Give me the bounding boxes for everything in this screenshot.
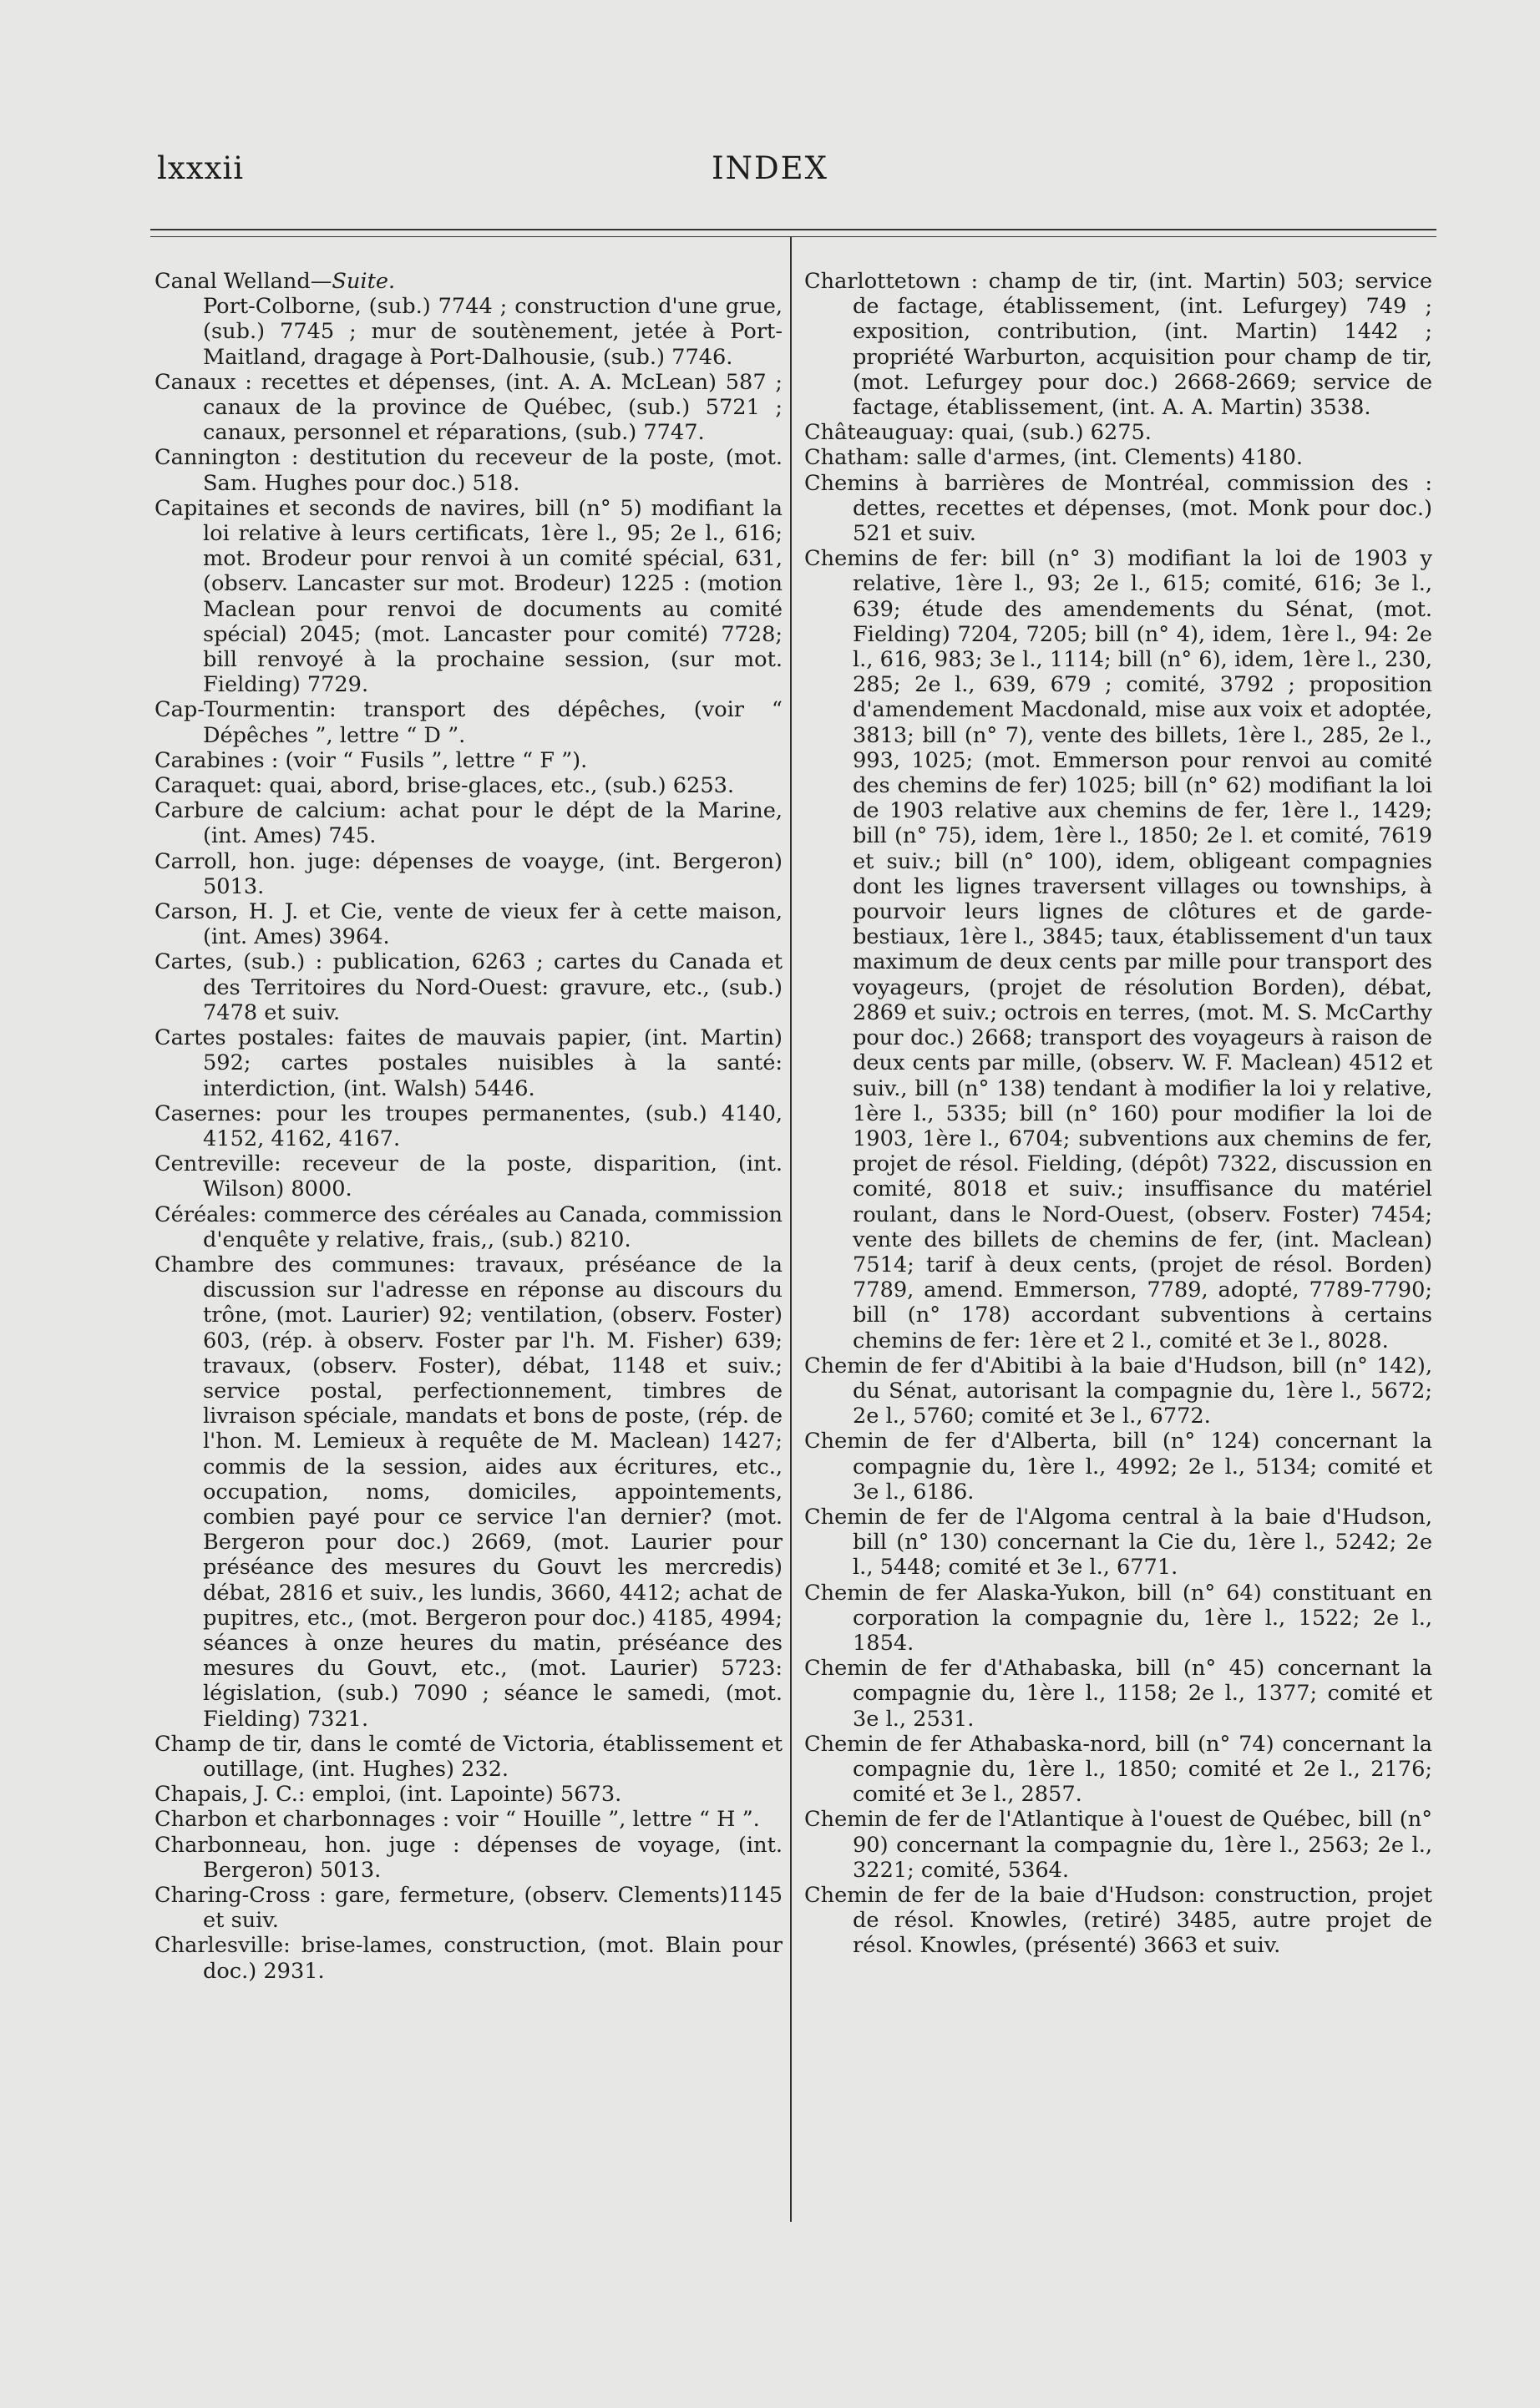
index-entry xyxy=(155,1252,783,1732)
index-entry xyxy=(155,269,783,294)
index-entry-continuation: Suite. xyxy=(332,269,396,294)
left-column xyxy=(155,269,783,1984)
index-entry-text: Chemins à barrières de Montréal, commission des : dettes, recettes et dépenses, (mot. Monk pour doc.) 521 et suiv. xyxy=(804,470,1432,547)
index-entry xyxy=(804,471,1432,547)
index-entry xyxy=(804,445,1432,470)
index-entry xyxy=(155,1101,783,1151)
index-entry xyxy=(804,546,1432,1353)
header-rule-thin xyxy=(150,236,1436,237)
index-entry-text: Charbon et charbonnages : voir “ Houille ”, lettre “ H ”. xyxy=(155,1807,760,1833)
index-entry-text: Chemin de fer Athabaska-nord, bill (n° 74) concernant la compagnie du, 1ère l., 1850; comité et 2e l., 2176; comité et 3e l., 2857. xyxy=(804,1731,1432,1808)
index-entry-text: Chapais, J. C.: emploi, (int. Lapointe) 5673. xyxy=(155,1782,622,1808)
index-entry xyxy=(804,420,1432,445)
index-entry xyxy=(155,1782,783,1807)
index-entry-text: Cannington : destitution du receveur de la poste, (mot. Sam. Hughes pour doc.) 518. xyxy=(155,445,783,496)
index-entry-text: Charbonneau, hon. juge : dépenses de voyage, (int. Bergeron) 5013. xyxy=(155,1832,783,1883)
index-entry xyxy=(155,1151,783,1201)
index-entry-text: Caraquet: quai, abord, brise-glaces, etc., (sub.) 6253. xyxy=(155,773,735,799)
index-entry-text: Charlesville: brise-lames, construction, (mot. Blain pour doc.) 2931. xyxy=(155,1933,783,1984)
index-entry-text: Chemin de fer de l'Algoma central à la baie d'Hudson, bill (n° 130) concernant la Cie du, 1ère l., 5242; 2e l., 5448; comité et 3e l., 6771. xyxy=(804,1504,1432,1581)
index-entry-text: Centreville: receveur de la poste, disparition, (int. Wilson) 8000. xyxy=(155,1151,783,1202)
index-entry-text: Carbure de calcium: achat pour le dépt de la Marine, (int. Ames) 745. xyxy=(155,798,783,849)
index-entry xyxy=(155,1933,783,1983)
index-entry-text: Châteauguay: quai, (sub.) 6275. xyxy=(804,420,1152,446)
index-entry xyxy=(804,1429,1432,1505)
index-entry xyxy=(155,773,783,798)
index-entry-text: Chemin de fer Alaska-Yukon, bill (n° 64) constituant en corporation la compagnie du, 1ère l., 1522; 2e l., 1854. xyxy=(804,1580,1432,1656)
index-entry-text: Chambre des communes: travaux, préséance de la discussion sur l'adresse en réponse au discours du trône, (mot. Laurier) 92; ventilation, (observ. Foster) 603, (rép. à observ. Foster par l'h. M. Fisher) 639; travaux, (observ. Foster), débat, 1148 et suiv.; service postal, perfectionnement, timbres de livraison spéciale, mandats et bons de poste, (rép. de l'hon. M. Lemieux à requête de M. Maclean) 1427; commis de la session, aides aux écritures, etc., occupation, noms, domiciles, appointements, combien payé pour ce service l'an dernier? (mot. Bergeron pour doc.) 2669, (mot. Laurier pour préséance des mesures du Gouvt les mercredis) débat, 2816 et suiv., les lundis, 3660, 4412; achat de pupitres, etc., (mot. Bergeron pour doc.) 4185, 4994; séances à onze heures du matin, préséance des mesures du Gouvt, etc., (mot. Laurier) 5723: législation, (sub.) 7090 ; séance le samedi, (mot. Fielding) 7321. xyxy=(155,1252,783,1732)
index-entry-text: Chemin de fer d'Abitibi à la baie d'Hudson, bill (n° 142), du Sénat, autorisant la compagnie du, 1ère l., 5672; 2e l., 5760; comité et 3e l., 6772. xyxy=(804,1353,1432,1429)
index-entry xyxy=(155,899,783,949)
index-entry xyxy=(155,294,783,370)
index-entry-text: Carroll, hon. juge: dépenses de voayge, (int. Bergeron) 5013. xyxy=(155,848,783,899)
index-entry-text: Charing-Cross : gare, fermeture, (observ. Clements)1145 et suiv. xyxy=(155,1883,783,1934)
index-entry xyxy=(804,269,1432,420)
index-entry xyxy=(155,1732,783,1782)
index-entry xyxy=(155,1025,783,1101)
index-entry-text: Chemin de fer d'Alberta, bill (n° 124) concernant la compagnie du, 1ère l., 4992; 2e l., 5134; comité et 3e l., 6186. xyxy=(804,1429,1432,1505)
index-entry xyxy=(155,1883,783,1933)
index-entry-text: Cartes postales: faites de mauvais papier, (int. Martin) 592; cartes postales nuisibles à la santé: interdiction, (int. Walsh) 5446. xyxy=(155,1025,783,1101)
index-entry xyxy=(155,1807,783,1832)
index-entry-text: Chemins de fer: bill (n° 3) modifiant la loi de 1903 y relative, 1ère l., 93; 2e l., 615; comité, 616; 3e l., 639; étude des amendements du Sénat, (mot. Fielding) 7204, 7205; bill (n° 4), idem, 1ère l., 94: 2e l., 616, 983; 3e l., 1114; bill (n° 6), idem, 1ère l., 230, 285; 2e l., 639, 679 ; comité, 3792 ; proposition d'amendement Macdonald, mise aux voix et adoptée, 3813; bill (n° 7), vente des billets, 1ère l., 285, 2e l., 993, 1025; (mot. Emmerson pour renvoi au comité des chemins de fer) 1025; bill (n° 62) modifiant la loi de 1903 relative aux chemins de fer, 1ère l., 1429; bill (n° 75), idem, 1ère l., 1850; 2e l. et comité, 7619 et suiv.; bill (n° 100), idem, obligeant compagnies dont les lignes traversent villages ou townships, à pourvoir leurs lignes de clôtures et de garde-bestiaux, 1ère l., 3845; taux, établissement d'un taux maximum de deux cents par mille pour transport des voyageurs, (projet de résolution Borden), débat, 2869 et suiv.; octrois en terres, (mot. M. S. McCarthy pour doc.) 2668; transport des voyageurs à raison de deux cents par mille, (observ. W. F. Maclean) 4512 et suiv., bill (n° 138) tendant à modifier la loi y relative, 1ère l., 5335; bill (n° 160) pour modifier la loi de 1903, 1ère l., 6704; subventions aux chemins de fer, projet de résol. Fielding, (dépôt) 7322, discussion en comité, 8018 et suiv.; insuffisance du matériel roulant, dans le Nord-Ouest, (observ. Foster) 7454; vente des billets de chemins de fer, (int. Maclean) 7514; tarif à deux cents, (projet de résol. Borden) 7789, amend. Emmerson, 7789, adopté, 7789-7790; bill (n° 178) accordant subventions à certains chemins de fer: 1ère et 2 l., comité et 3e l., 8028. xyxy=(804,546,1432,1353)
right-column xyxy=(804,269,1432,1959)
index-entry-text: Chatham: salle d'armes, (int. Clements) 4180. xyxy=(804,445,1303,471)
index-entry xyxy=(155,849,783,899)
index-entry xyxy=(155,748,783,773)
index-entry-text: Céréales: commerce des céréales au Canada, commission d'enquête y relative, frais,, (sub.) 8210. xyxy=(155,1201,783,1252)
index-entry xyxy=(155,496,783,698)
index-entry xyxy=(804,1732,1432,1808)
index-entry xyxy=(155,949,783,1025)
index-entry-text: Port-Colborne, (sub.) 7744 ; construction d'une grue, (sub.) 7745 ; mur de soutènement, jetée à Port-Maitland, dragage à Port-Dalhousie, (sub.) 7746. xyxy=(203,294,783,370)
index-entry-text: Chemin de fer de l'Atlantique à l'ouest de Québec, bill (n° 90) concernant la compagnie du, 1ère l., 2563; 2e l., 3221; comité, 5364. xyxy=(804,1807,1432,1883)
running-title: INDEX xyxy=(711,150,828,186)
index-entry-text: Cartes, (sub.) : publication, 6263 ; cartes du Canada et des Territoires du Nord-Ouest: gravure, etc., (sub.) 7478 et suiv. xyxy=(155,949,783,1025)
index-entry xyxy=(155,1833,783,1883)
index-entry xyxy=(804,1807,1432,1883)
index-entry xyxy=(804,1581,1432,1657)
index-entry xyxy=(155,1202,783,1252)
index-entry-text: Carson, H. J. et Cie, vente de vieux fer à cette maison, (int. Ames) 3964. xyxy=(155,899,783,950)
index-entry xyxy=(804,1656,1432,1732)
index-entry-text: Casernes: pour les troupes permanentes, (sub.) 4140, 4152, 4162, 4167. xyxy=(155,1100,783,1151)
index-entry-text: Canal Welland— xyxy=(155,269,332,294)
index-entry xyxy=(804,1505,1432,1581)
column-divider xyxy=(790,236,792,2222)
index-entry-text: Charlottetown : champ de tir, (int. Martin) 503; service de factage, établissement, (int. Lefurgey) 749 ; exposition, contribution, (int. Martin) 1442 ; propriété Warburton, acquisition pour champ de tir, (mot. Lefurgey pour doc.) 2668-2669; service de factage, établissement, (int. A. A. Martin) 3538. xyxy=(804,269,1432,421)
index-entry-text: Canaux : recettes et dépenses, (int. A. A. McLean) 587 ; canaux de la province de Québec, (sub.) 5721 ; canaux, personnel et réparations, (sub.) 7747. xyxy=(155,369,783,446)
index-entry xyxy=(804,1883,1432,1959)
index-entry-text: Cap-Tourmentin: transport des dépêches, (voir “ Dépêches ”, lettre “ D ”. xyxy=(155,697,783,748)
index-entry xyxy=(155,697,783,747)
index-entry-text: Chemin de fer de la baie d'Hudson: construction, projet de résol. Knowles, (retiré) 3485, autre projet de résol. Knowles, (présenté) 3663 et suiv. xyxy=(804,1883,1432,1959)
index-entry xyxy=(155,370,783,446)
page-number: lxxxii xyxy=(157,150,245,186)
header-rule xyxy=(150,229,1436,230)
index-entry-text: Champ de tir, dans le comté de Victoria, établissement et outillage, (int. Hughes) 232. xyxy=(155,1731,783,1782)
index-entry-text: Chemin de fer d'Athabaska, bill (n° 45) concernant la compagnie du, 1ère l., 1158; 2e l., 1377; comité et 3e l., 2531. xyxy=(804,1656,1432,1732)
index-entry-text: Capitaines et seconds de navires, bill (n° 5) modifiant la loi relative à leurs certificats, 1ère l., 95; 2e l., 616; mot. Brodeur pour renvoi à un comité spécial, 631, (observ. Lancaster sur mot. Brodeur) 1225 : (motion Maclean pour renvoi de documents au comité spécial) 2045; (mot. Lancaster pour comité) 7728; bill renvoyé à la prochaine session, (sur mot. Fielding) 7729. xyxy=(155,495,783,698)
index-entry xyxy=(155,445,783,495)
index-entry-text: Carabines : (voir “ Fusils ”, lettre “ F ”). xyxy=(155,747,588,773)
index-entry xyxy=(155,798,783,848)
index-entry xyxy=(804,1353,1432,1429)
